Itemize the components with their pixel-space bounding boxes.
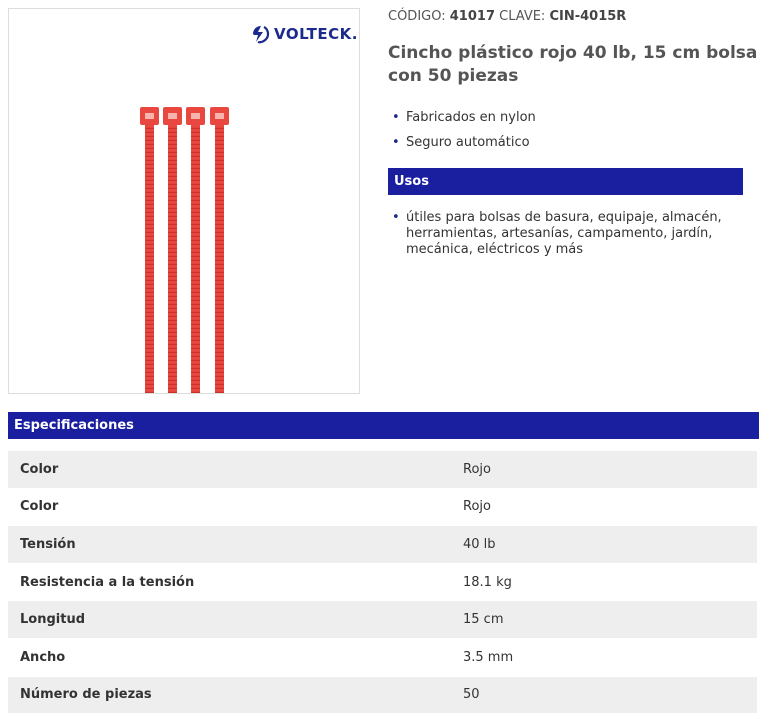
uses-item: • útiles para bolsas de basura, equipaje, almacén, herramientas, artesanías, campamento, jardín, mecánica, eléctricos y más bbox=[388, 210, 738, 258]
table-row bbox=[8, 601, 757, 639]
feature-list bbox=[388, 110, 758, 160]
table-row bbox=[8, 676, 757, 714]
spec-label: Resistencia a la tensión bbox=[8, 563, 463, 601]
key-label: CLAVE: bbox=[499, 9, 546, 24]
spec-value: Rojo bbox=[463, 488, 757, 526]
uses-list bbox=[388, 210, 738, 267]
brand-logo bbox=[249, 23, 358, 45]
table-row bbox=[8, 563, 757, 601]
specs-table bbox=[8, 451, 757, 714]
brand-dot: . bbox=[351, 25, 358, 43]
spec-label: Color bbox=[8, 451, 463, 488]
spec-label: Longitud bbox=[8, 601, 463, 639]
uses-heading: Usos bbox=[388, 168, 743, 195]
spec-label: Color bbox=[8, 488, 463, 526]
table-row bbox=[8, 638, 757, 676]
code-label: CÓDIGO: bbox=[388, 9, 446, 24]
spec-value: 40 lb bbox=[463, 526, 757, 564]
spec-value: 3.5 mm bbox=[463, 638, 757, 676]
product-title: Cincho plástico rojo 40 lb, 15 cm bolsa con 50 piezas bbox=[388, 43, 758, 86]
spec-label: Número de piezas bbox=[8, 676, 463, 714]
cable-tie bbox=[140, 107, 159, 393]
product-code-line bbox=[388, 9, 626, 24]
spec-value: Rojo bbox=[463, 451, 757, 488]
spec-label: Ancho bbox=[8, 638, 463, 676]
key-value: CIN-4015R bbox=[549, 9, 627, 24]
cable-ties-illustration bbox=[137, 105, 237, 395]
feature-item: • Seguro automático bbox=[388, 135, 758, 151]
feature-item: • Fabricados en nylon bbox=[388, 110, 758, 126]
code-value: 41017 bbox=[449, 9, 495, 24]
cable-tie bbox=[163, 107, 182, 393]
table-row bbox=[8, 526, 757, 564]
product-image bbox=[8, 8, 360, 394]
table-row bbox=[8, 451, 757, 488]
specs-heading: Especificaciones bbox=[8, 412, 759, 439]
volteck-logo-icon bbox=[249, 23, 271, 45]
spec-value: 15 cm bbox=[463, 601, 757, 639]
cable-tie bbox=[186, 107, 205, 393]
spec-value: 50 bbox=[463, 676, 757, 714]
spec-label: Tensión bbox=[8, 526, 463, 564]
brand-name: VOLTECK bbox=[274, 25, 352, 43]
cable-tie bbox=[210, 107, 229, 393]
spec-value: 18.1 kg bbox=[463, 563, 757, 601]
table-row bbox=[8, 488, 757, 526]
